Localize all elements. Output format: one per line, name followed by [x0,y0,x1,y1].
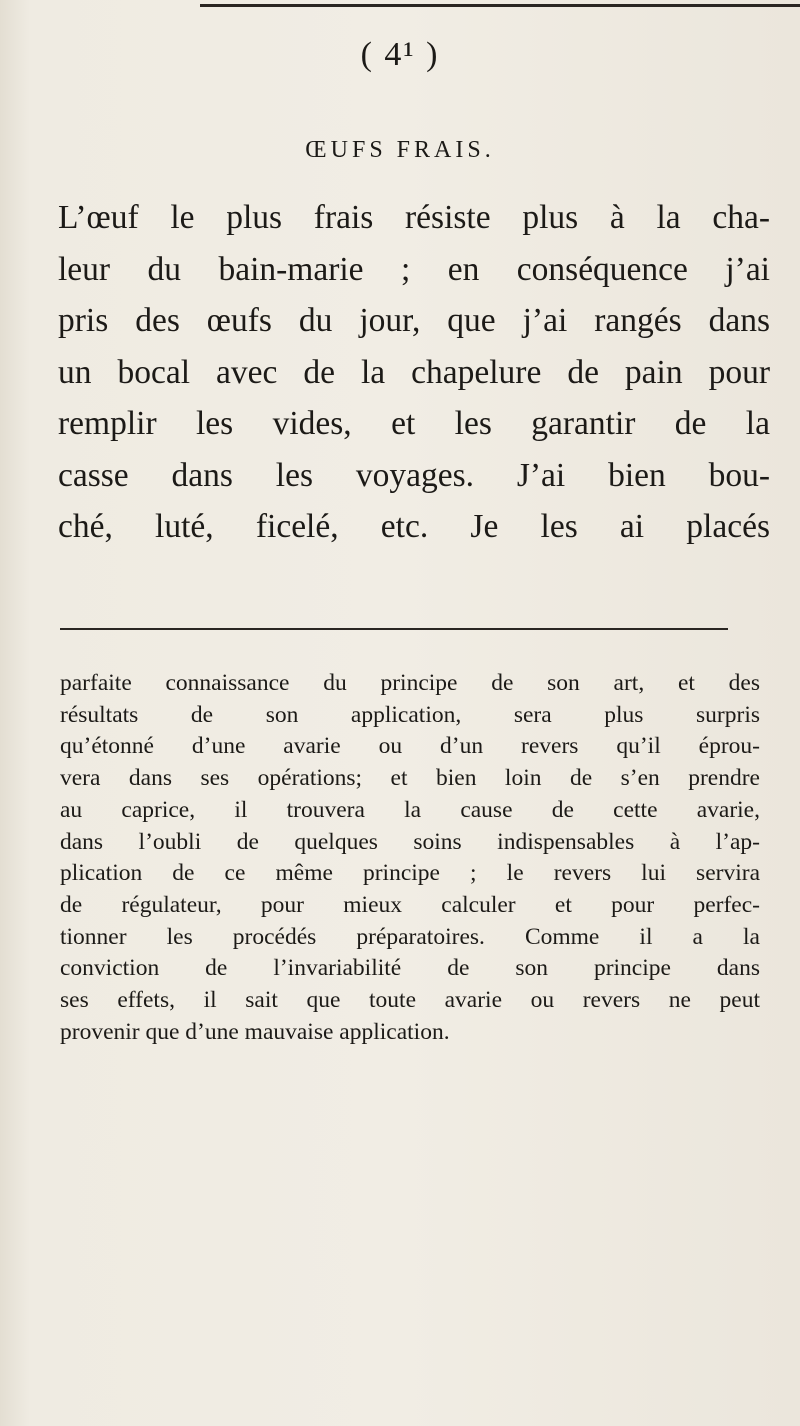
page-number: ( 4¹ ) [360,36,440,73]
main-text-line: remplir les vides, et les garantir de la [58,405,770,442]
footnote-paragraph [60,668,760,1048]
footnote-text-line: provenir que d’une mauvaise application. [60,1018,450,1045]
footnote-text-line: tionner les procédés préparatoires. Comme il a la [60,923,760,950]
main-text-line: casse dans les voyages. J’ai bien bou- [58,456,770,494]
footnote-text-line: résultats de son application, sera plus surpris [60,701,760,728]
main-text-line: pris des œufs du jour, que j’ai rangés dans [58,302,770,339]
footnote-text-line: ses effets, il sait que toute avarie ou revers ne peut [60,987,760,1014]
footnote-text-line: au caprice, il trouvera la cause de cette avarie, [60,796,760,823]
footnote-text-line: qu’étonné d’une avarie ou d’un revers qu’il éprou- [60,733,760,760]
top-rule [200,4,800,7]
footnote-separator [60,628,728,630]
footnote-text-line: de régulateur, pour mieux calculer et pour perfec- [60,891,760,918]
main-text-line: L’œuf le plus frais résiste plus à la cha- [58,199,770,236]
main-text-line: un bocal avec de la chapelure de pain pour [58,353,770,391]
main-paragraph [58,192,770,553]
footnote-text-line: plication de ce même principe ; le revers lui servira [60,860,760,887]
footnote-text-line: parfaite connaissance du principe de son art, et des [60,670,760,696]
section-heading: ŒUFS FRAIS. [305,137,495,163]
main-text-line: ché, luté, ficelé, etc. Je les ai placés [58,508,770,545]
footnote-text-line: conviction de l’invariabilité de son principe dans [60,955,760,982]
main-text-line: leur du bain-marie ; en conséquence j’ai [58,250,770,288]
footnote-text-line: dans l’oubli de quelques soins indispensables à l’ap- [60,828,760,855]
footnote-text-line: vera dans ses opérations; et bien loin de s’en prendre [60,765,760,792]
